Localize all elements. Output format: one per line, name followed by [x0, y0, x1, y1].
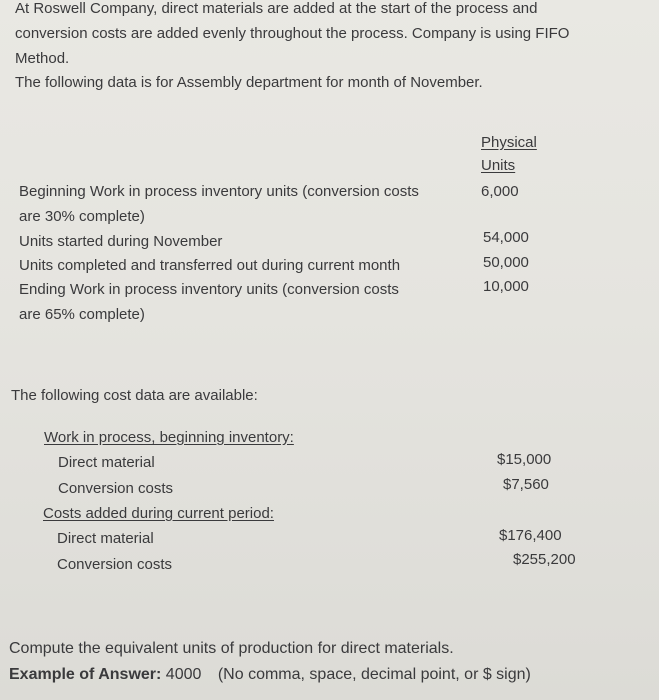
- units-row-value: 50,000: [483, 254, 529, 271]
- physical-units-header-line-2: Units: [481, 157, 516, 174]
- units-row-label: Units started during November: [19, 233, 223, 250]
- units-row-value: 6,000: [481, 183, 519, 200]
- example-answer-note: (No comma, space, decimal point, or $ sign): [217, 666, 531, 683]
- units-row-label: are 30% complete): [19, 208, 145, 225]
- intro-line-1: At Roswell Company, direct materials are added at the start of the process and: [15, 0, 538, 17]
- cost-item-value: $7,560: [503, 476, 549, 493]
- cost-item-label: Conversion costs: [57, 556, 173, 573]
- units-row-label: Ending Work in process inventory units (conversion costs: [19, 281, 399, 298]
- cost-item-label: Direct material: [58, 454, 155, 471]
- beginning-inventory-heading: Work in process, beginning inventory:: [44, 429, 294, 446]
- units-row-value: 10,000: [483, 278, 529, 295]
- cost-data-intro: The following cost data are available:: [11, 387, 258, 404]
- cost-item-value: $15,000: [497, 451, 552, 468]
- intro-line-4: The following data is for Assembly department for month of November.: [15, 74, 483, 91]
- example-answer-line: [9, 666, 531, 684]
- cost-item-value: $176,400: [499, 527, 562, 544]
- units-row-value: 54,000: [483, 229, 529, 246]
- question-prompt: Compute the equivalent units of production for direct materials.: [9, 640, 454, 657]
- example-answer-label: Example of Answer:: [9, 666, 162, 683]
- units-row-label: are 65% complete): [19, 306, 145, 323]
- cost-item-value: $255,200: [513, 551, 576, 568]
- intro-line-3: Method.: [15, 50, 70, 67]
- example-answer-value: 4000: [165, 666, 202, 683]
- units-row-label: Beginning Work in process inventory units (conversion costs: [19, 183, 419, 200]
- cost-item-label: Conversion costs: [58, 480, 174, 497]
- units-row-label: Units completed and transferred out during current month: [19, 257, 401, 274]
- cost-item-label: Direct material: [57, 530, 154, 547]
- intro-line-2: conversion costs are added evenly throughout the process. Company is using FIFO: [15, 25, 570, 42]
- physical-units-header-line-1: Physical: [481, 134, 537, 151]
- costs-added-heading: Costs added during current period:: [43, 505, 274, 522]
